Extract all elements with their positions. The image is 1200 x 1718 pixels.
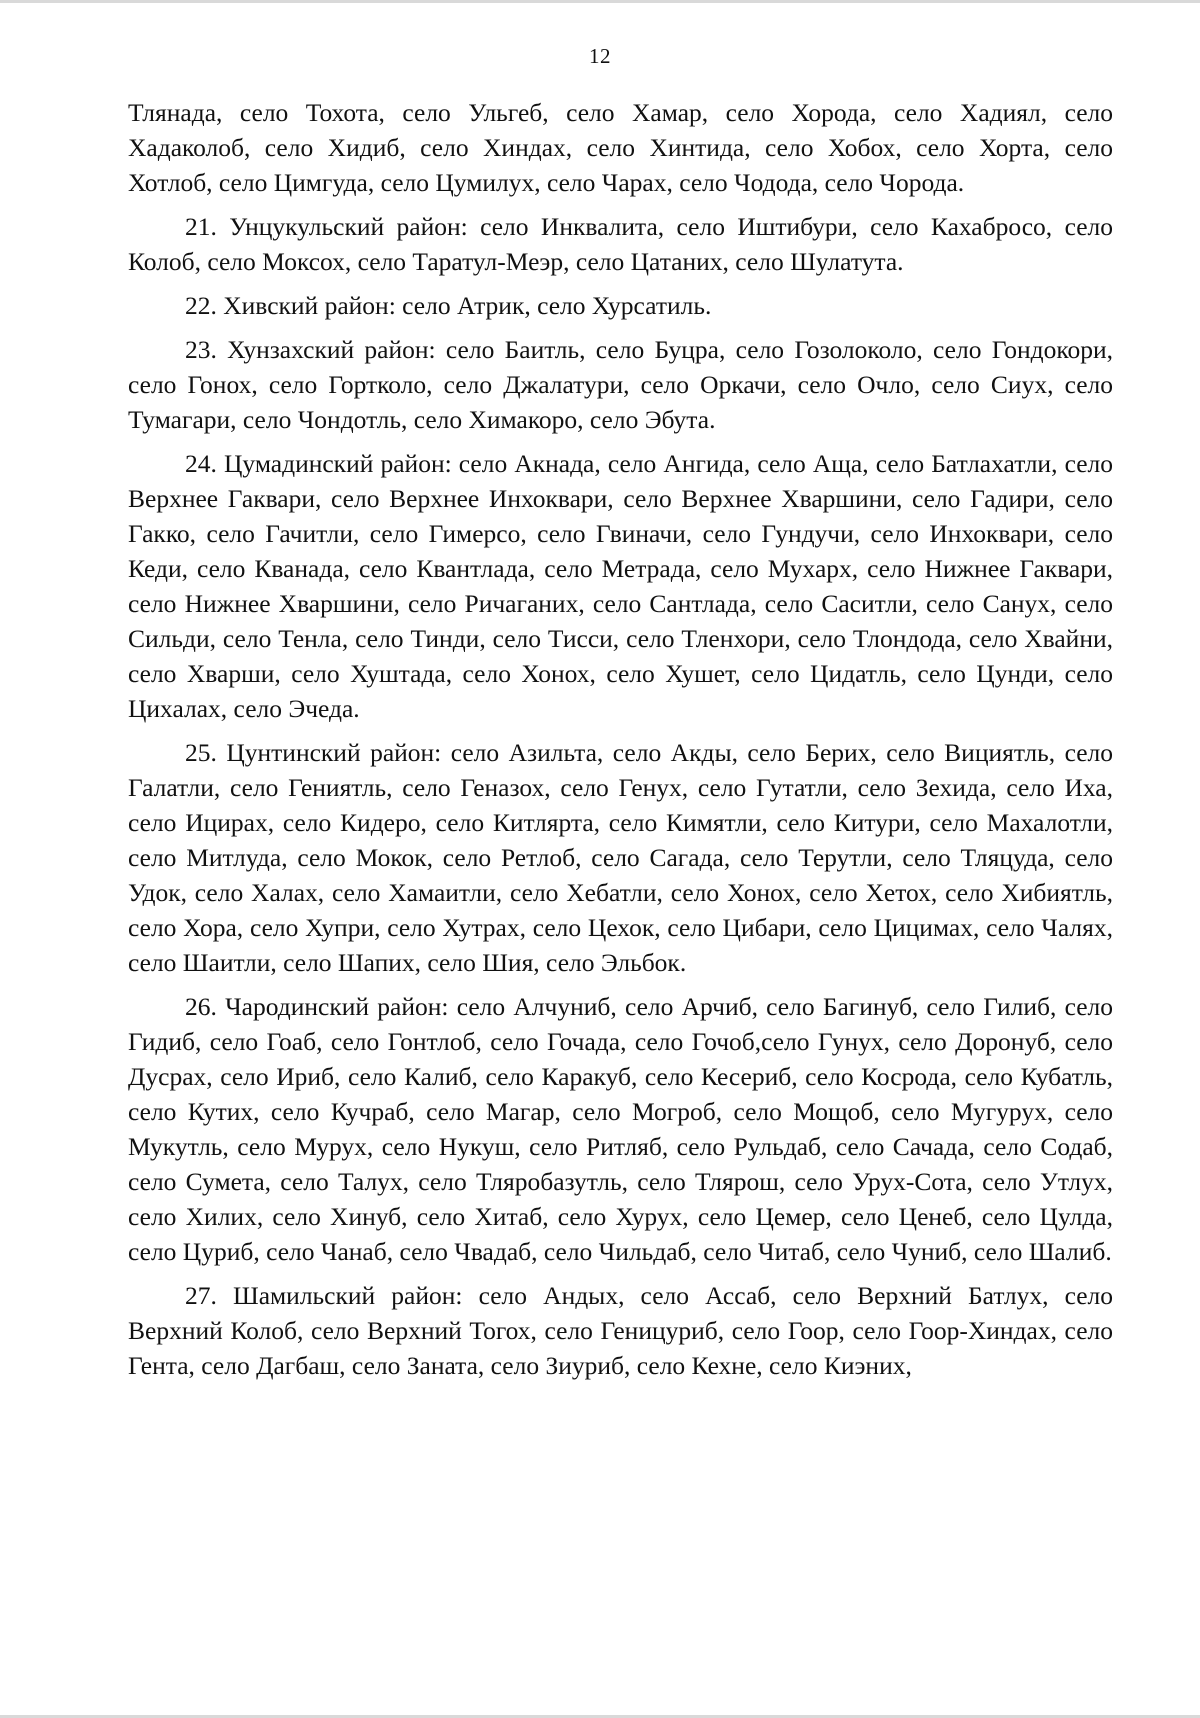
paragraph-district-23: 23. Хунзахский район: село Баитль, село Буцра, село Гозолоколо, село Гондокори, село Гонох, село Гортколо, село Джалатури, село Оркачи, село Очло, село Сиух, село Тумагари, село Чондотль, село Химакоро, село Эбута. [128, 335, 1113, 434]
paragraph-district-25: 25. Цунтинский район: село Азильта, село Акды, село Берих, село Вициятль, село Галатли, село Гениятль, село Геназох, село Генух, село Гутатли, село Зехида, село Иха, село Ицирах, село Кидеро, село Китлярта, село Кимятли, село Китури, село Махалотли, село Митлуда, село Мокок, село Ретлоб, село Сагада, село Терутли, село Тляцуда, село Удок, село Халах, село Хамаитли, село Хебатли, село Хонох, село Хетох, село Хибиятль, село Хора, село Хупри, село Хутрах, село Цехок, село Цибари, село Цицимах, село Чалях, село Шаитли, село Шапих, село Шия, село Эльбок. [128, 738, 1113, 977]
paragraph-district-24: 24. Цумадинский район: село Акнада, село Ангида, село Аща, село Батлахатли, село Верхнее Гаквари, село Верхнее Инхоквари, село Верхнее Хваршини, село Гадири, село Гакко, село Гачитли, село Гимерсо, село Гвиначи, село Гундучи, село Инхоквари, село Кеди, село Кванада, село Квантлада, село Метрада, село Мухарх, село Нижнее Гаквари, село Нижнее Хваршини, село Ричаганих, село Сантлада, село Саситли, село Санух, село Сильди, село Тенла, село Тинди, село Тисси, село Тленхори, село Тлондода, село Хвайни, село Хварши, село Хуштада, село Хонох, село Хушет, село Цидатль, село Цунди, село Цихалах, село Эчеда. [128, 449, 1113, 723]
paragraph-district-21: 21. Унцукульский район: село Инквалита, село Иштибури, село Кахабросо, село Колоб, село Моксох, село Таратул-Меэр, село Цатаних, село Шулатута. [128, 212, 1113, 276]
paragraph-district-26: 26. Чародинский район: село Алчуниб, село Арчиб, село Багинуб, село Гилиб, село Гидиб, село Гоаб, село Гонтлоб, село Гочада, село Гочоб,село Гунух, село Доронуб, село Дусрах, село Ириб, село Калиб, село Каракуб, село Кесериб, село Косрода, село Кубатль, село Кутих, село Кучраб, село Магар, село Могроб, село Мощоб, село Мугурух, село Мукутль, село Мурух, село Нукуш, село Ритляб, село Рульдаб, село Сачада, село Содаб, село Сумета, село Талух, село Тляробазутль, село Тлярош, село Урух-Сота, село Утлух, село Хилих, село Хинуб, село Хитаб, село Хурух, село Цемер, село Ценеб, село Цулда, село Цуриб, село Чанаб, село Чвадаб, село Чильдаб, село Читаб, село Чуниб, село Шалиб. [128, 992, 1113, 1266]
paragraph-continuation: Тлянада, село Тохота, село Ульгеб, село Хамар, село Хорода, село Хадиял, село Хадаколоб, село Хидиб, село Хиндах, село Хинтида, село Хобох, село Хорта, село Хотлоб, село Цимгуда, село Цумилух, село Чарах, село Чодода, село Чорода. [128, 98, 1113, 197]
page-number: 12 [589, 44, 611, 68]
paragraph-district-22: 22. Хивский район: село Атрик, село Хурсатиль. [185, 291, 712, 320]
scan-edge-top [0, 0, 1200, 3]
paragraph-district-27: 27. Шамильский район: село Андых, село Ассаб, село Верхний Батлух, село Верхний Колоб, село Верхний Тогох, село Геницуриб, село Гоор, село Гоор-Хиндах, село Гента, село Дагбаш, село Заната, село Зиуриб, село Кехне, село Киэних, [128, 1281, 1113, 1380]
document-body [128, 95, 1113, 1392]
